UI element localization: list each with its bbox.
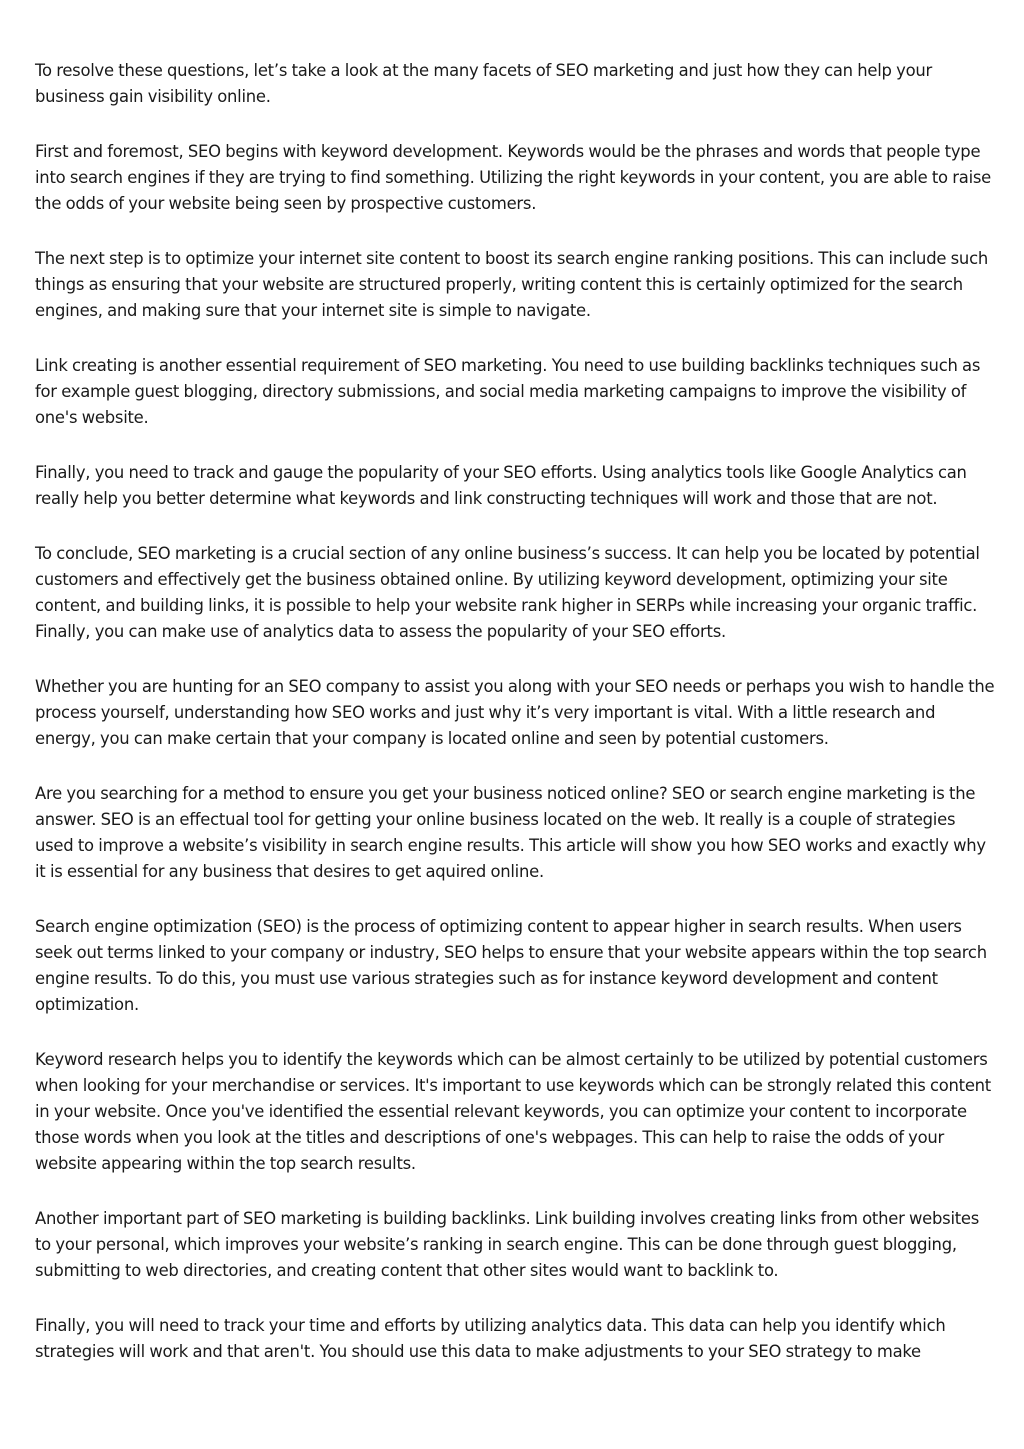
paragraph-3: The next step is to optimize your internet site content to boost its search engine ranking positions. This can include such things as ensuring that your website are structured properly, writing content this is certainly optimized for the search engines, and making sure that your internet site is simple to navigate. <box>35 249 988 320</box>
paragraph-2: First and foremost, SEO begins with keyword development. Keywords would be the phrases and words that people type into search engines if they are trying to find something. Utilizing the right keywords in your content, you are able to raise the odds of your website being seen by prospective customers. <box>35 142 991 213</box>
paragraph-5: Finally, you need to track and gauge the popularity of your SEO efforts. Using analytics tools like Google Analytics can really help you better determine what keywords and link constructing techniques will work and those that are not. <box>35 463 967 508</box>
document-body <box>35 58 997 1394</box>
paragraph-8: Are you searching for a method to ensure you get your business noticed online? SEO or search engine marketing is the answer. SEO is an effectual tool for getting your online business located on the web. It really is a couple of strategies used to improve a website’s visibility in search engine results. This article will show you how SEO works and exactly why it is essential for any business that desires to get aquired online. <box>35 784 986 881</box>
paragraph-11: Another important part of SEO marketing is building backlinks. Link building involves creating links from other websites to your personal, which improves your website’s ranking in search engine. This can be done through guest blogging, submitting to web directories, and creating content that other sites would want to backlink to. <box>35 1209 980 1280</box>
paragraph-9: Search engine optimization (SEO) is the process of optimizing content to appear higher in search results. When users seek out terms linked to your company or industry, SEO helps to ensure that your website appears within the top search engine results. To do this, you must use various strategies such as for instance keyword development and content optimization. <box>35 917 987 1014</box>
paragraph-12: Finally, you will need to track your time and efforts by utilizing analytics data. This data can help you identify which strategies will work and that aren't. You should use this data to make adjustments to your SEO strategy to make <box>35 1316 946 1361</box>
paragraph-1: To resolve these questions, let’s take a look at the many facets of SEO marketing and just how they can help your business gain visibility online. <box>35 61 933 106</box>
paragraph-10: Keyword research helps you to identify the keywords which can be almost certainly to be utilized by potential customers when looking for your merchandise or services. It's important to use keywords which can be strongly related this content in your website. Once you've identified the essential relevant keywords, you can optimize your content to incorporate those words when you look at the titles and descriptions of one's webpages. This can help to raise the odds of your website appearing within the top search results. <box>35 1050 991 1173</box>
paragraph-7: Whether you are hunting for an SEO company to assist you along with your SEO needs or perhaps you wish to handle the process yourself, understanding how SEO works and just why it’s very important is vital. With a little research and energy, you can make certain that your company is located online and seen by potential customers. <box>35 677 995 748</box>
paragraph-6: To conclude, SEO marketing is a crucial section of any online business’s success. It can help you be located by potential customers and effectively get the business obtained online. By utilizing keyword development, optimizing your site content, and building links, it is possible to help your website rank higher in SERPs while increasing your organic traffic. Finally, you can make use of analytics data to assess the popularity of your SEO efforts. <box>35 544 980 641</box>
paragraph-4: Link creating is another essential requirement of SEO marketing. You need to use building backlinks techniques such as for example guest blogging, directory submissions, and social media marketing campaigns to improve the visibility of one's website. <box>35 356 981 427</box>
